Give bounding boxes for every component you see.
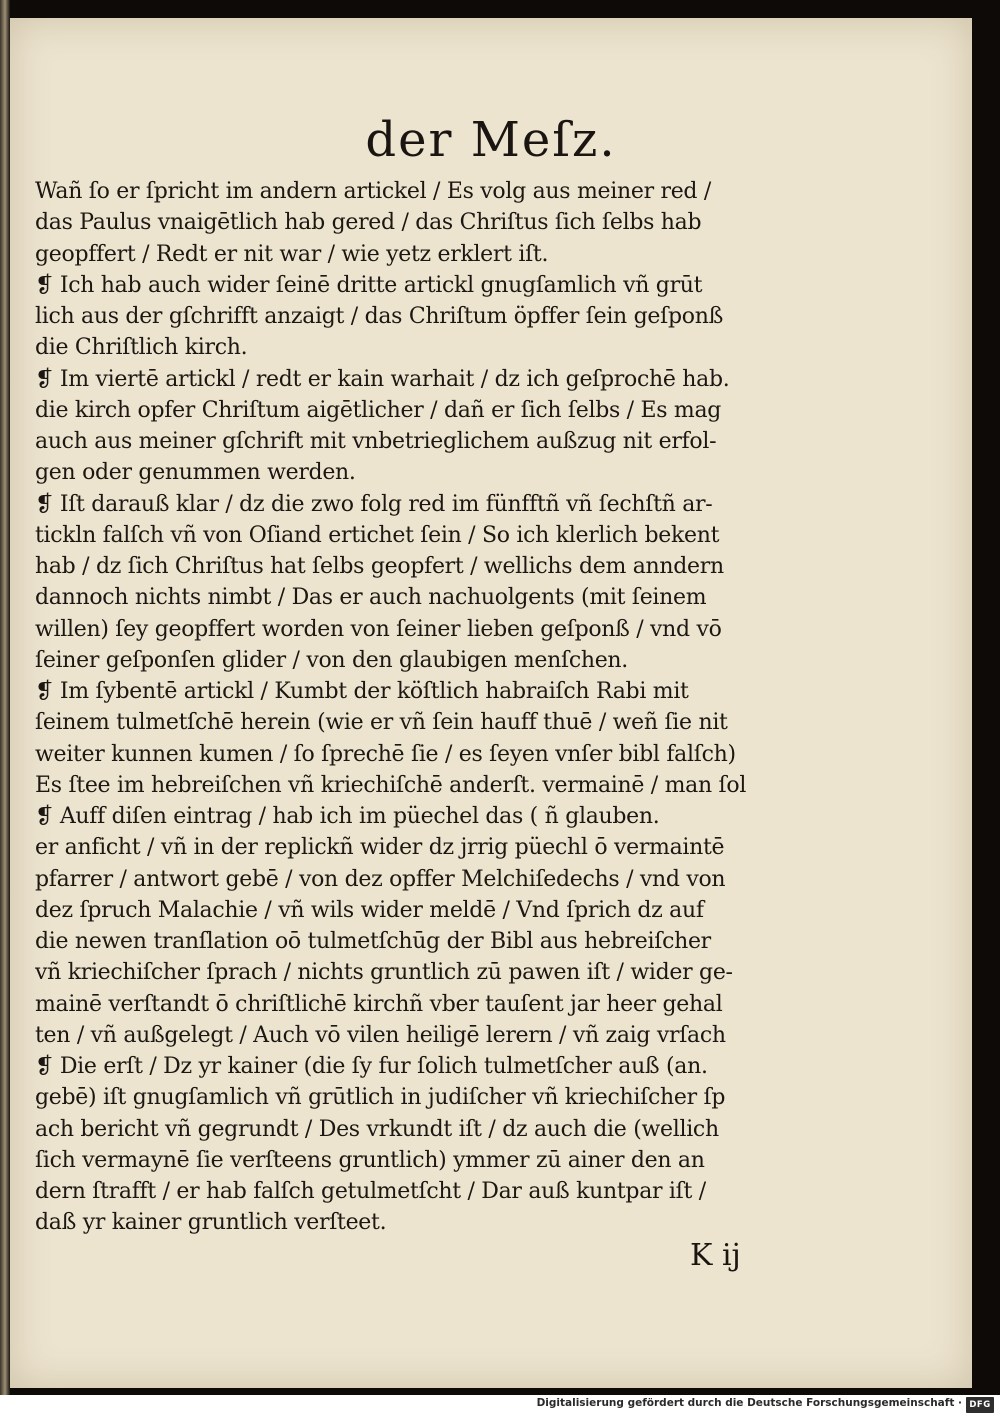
text-line: ❡ Im ſybentē artickl / Kumbt der köſtlich habraiſch Rabi mit — [35, 679, 689, 704]
running-title: der Meſz. — [365, 112, 617, 168]
text-line: mainē verſtandt ō chriſtlichē kirchñ vber tauſent jar heer gehal — [35, 991, 723, 1017]
dfg-logo: DFG — [966, 1397, 994, 1413]
text-line: Wañ ſo er ſpricht im andern artickel / Es volg aus meiner red / — [35, 179, 712, 204]
text-line: ten / vñ außgelegt / Auch vō vilen heiligē lerern / vñ zaig vrſach — [35, 1022, 726, 1048]
funding-credit: Digitalisierung gefördert durch die Deutsche Forschungsgemeinschaft · — [536, 1397, 962, 1409]
text-line: geopffert / Redt er nit war / wie yetz erklert iſt. — [35, 241, 549, 267]
text-line: ❡ Auff diſen eintrag / hab ich im püechel das ( ñ glauben. — [35, 804, 660, 829]
text-line: dern ſtrafft / er hab falſch getulmetſcht / Dar auß kuntpar iſt / — [35, 1179, 706, 1204]
text-line: ❡ Die erſt / Dz yr kainer (die ſy fur ſolich tulmetſcher auß (an. — [35, 1054, 708, 1079]
text-line: gen oder genummen werden. — [35, 460, 356, 486]
text-line: die newen tranſlation oō tulmetſchūg der Bibl aus hebreiſcher — [35, 929, 711, 954]
text-line: ſeinem tulmetſchē herein (wie er vñ ſein hauff thuē / weñ ſie nit — [35, 710, 728, 736]
footer-bar — [0, 1395, 1000, 1417]
text-line: weiter kunnen kumen / ſo ſprechē ſie / es ſeyen vnſer bibl falſch) — [35, 741, 736, 767]
text-line: ſich vermaynē ſie verſteens gruntlich) ymmer zū ainer den an — [35, 1147, 705, 1173]
text-line: ❡ Iſt darauß klar / dz die zwo folg red im fünfftñ vñ ſechſtñ ar- — [35, 491, 713, 517]
text-line: die Chriſtlich kirch. — [35, 335, 248, 361]
text-line: dannoch nichts nimbt / Das er auch nachuolgents (mit ſeinem — [35, 585, 707, 611]
text-line: tickln falſch vñ von Oſiand ertichet ſein / So ich klerlich bekent — [35, 522, 720, 548]
book-binding-edge — [0, 0, 10, 1395]
signature-mark: K ij — [690, 1238, 741, 1273]
text-line: auch aus meiner gſchrift mit vnbetrieglichem außzug nit erfol- — [35, 429, 717, 454]
text-line: pfarrer / antwort gebē / von dez opffer Melchiſedechs / vnd von — [35, 866, 726, 892]
text-line: daß yr kainer gruntlich verſteet. — [35, 1210, 387, 1236]
text-line: ach bericht vñ gegrundt / Des vrkundt iſt / dz auch die (wellich — [35, 1116, 719, 1142]
body-text — [35, 176, 780, 1239]
text-line: ❡ Im viertē artickl / redt er kain warhait / dz ich geſprochē hab. — [35, 366, 730, 392]
text-line: die kirch opfer Chriſtum aigētlicher / dañ er ſich ſelbs / Es mag — [35, 397, 722, 423]
text-line: er anficht / vñ in der replickñ wider dz jrrig püechl ō vermaintē — [35, 835, 725, 861]
text-line: willen) ſey geopffert worden von ſeiner lieben geſponß / vnd vō — [35, 616, 722, 642]
text-line: Es ſtee im hebreiſchen vñ kriechiſchē anderſt. vermainē / man ſol — [35, 772, 747, 798]
text-line: ſeiner geſponſen glider / von den glaubigen menſchen. — [35, 647, 628, 673]
page-sheet — [10, 18, 972, 1388]
text-line: hab / dz ſich Chriſtus hat ſelbs geopfert / wellichs dem anndern — [35, 554, 724, 579]
text-line: ❡ Ich hab auch wider ſeinē dritte artickl gnugſamlich vñ grūt — [35, 272, 703, 298]
text-line: das Paulus vnaigētlich hab gered / das Chriſtus ſich ſelbs hab — [35, 210, 702, 236]
text-line: lich aus der gſchrifft anzaigt / das Chriſtum öpffer ſein geſponß — [35, 304, 723, 329]
text-line: vñ kriechiſcher ſprach / nichts gruntlich zū pawen iſt / wider ge- — [35, 960, 733, 986]
text-line: dez ſpruch Malachie / vñ wils wider meldē / Vnd ſprich dz auf — [35, 897, 704, 923]
text-line: gebē) iſt gnugſamlich vñ grūtlich in judiſcher vñ kriechiſcher ſp — [35, 1085, 726, 1111]
